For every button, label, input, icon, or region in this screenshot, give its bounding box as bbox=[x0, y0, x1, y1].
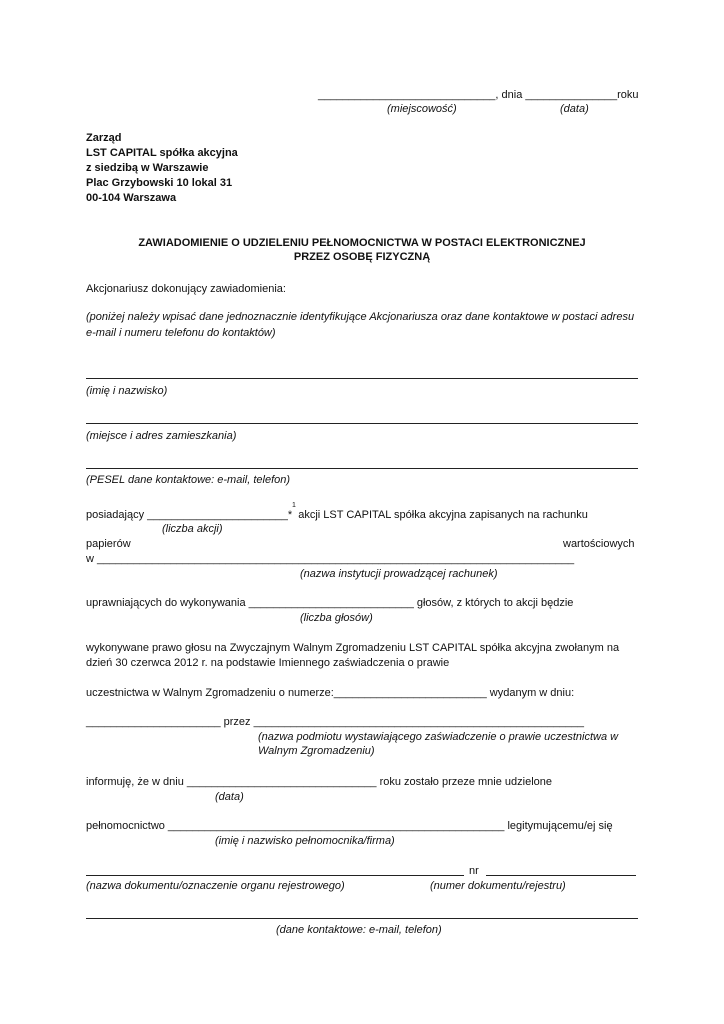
address-field[interactable] bbox=[86, 423, 638, 424]
paragraph-line2: dzień 30 czerwca 2012 r. na podstawie Imiennego zaświadczenia o prawie bbox=[86, 657, 450, 669]
paragraph-line1: wykonywane prawo głosu na Zwyczajnym Walnym Zgromadzeniu LST CAPITAL spółka akcyjna zwołanym na bbox=[86, 642, 620, 654]
addressee-line: Zarząd bbox=[86, 132, 122, 144]
inform-date-label: (data) bbox=[215, 791, 244, 803]
poa-label: (imię i nazwisko pełnomocnika/firma) bbox=[215, 835, 395, 847]
intro-text: Akcjonariusz dokonujący zawiadomienia: bbox=[86, 283, 286, 295]
addressee-line: z siedzibą w Warszawie bbox=[86, 162, 209, 174]
votes-label: (liczba głosów) bbox=[300, 612, 373, 624]
place-label: (miejscowość) bbox=[387, 103, 457, 115]
issuer-label-line1: (nazwa podmiotu wystawiającego zaświadczenie o prawie uczestnictwa w bbox=[258, 731, 619, 743]
issuer-label-line2: Walnym Zgromadzeniu) bbox=[258, 745, 375, 757]
date-label: (data) bbox=[560, 103, 589, 115]
shares-line[interactable]: posiadający _______________________* akcji LST CAPITAL spółka akcyjna zapisanych na rachunku bbox=[86, 509, 588, 521]
papierow-left: papierów bbox=[86, 538, 131, 550]
address-label: (miejsce i adres zamieszkania) bbox=[86, 430, 237, 442]
doc-name-label: (nazwa dokumentu/oznaczenie organu rejestrowego) bbox=[86, 880, 345, 892]
pesel-label: (PESEL dane kontaktowe: e-mail, telefon) bbox=[86, 474, 291, 486]
pesel-field[interactable] bbox=[86, 468, 638, 469]
contact-field[interactable] bbox=[86, 918, 638, 919]
doc-number-label: (numer dokumentu/rejestru) bbox=[430, 880, 566, 892]
inform-line[interactable]: informuję, że w dniu _______________________________ roku zostało przeze mnie udzielone bbox=[86, 776, 553, 788]
votes-line[interactable]: uprawniających do wykonywania ___________________________ głosów, z których to akcji będzie bbox=[86, 597, 574, 609]
institution-label: (nazwa instytucji prowadzącej rachunek) bbox=[300, 568, 498, 580]
footnote-mark: 1 bbox=[292, 502, 296, 509]
shares-count-label: (liczba akcji) bbox=[162, 523, 223, 535]
name-field[interactable] bbox=[86, 378, 638, 379]
document-title-line2: PRZEZ OSOBĘ FIZYCZNĄ bbox=[293, 251, 431, 263]
addressee-line: LST CAPITAL spółka akcyjna bbox=[86, 147, 238, 159]
addressee-line: Plac Grzybowski 10 lokal 31 bbox=[86, 177, 233, 189]
doc-nr-label: nr bbox=[469, 865, 479, 877]
document-title-line1: ZAWIADOMIENIE O UDZIELENIU PEŁNOMOCNICTWA W POSTACI ELEKTRONICZNEJ bbox=[138, 237, 586, 249]
certificate-line[interactable]: uczestnictwa w Walnym Zgromadzeniu o numerze:_________________________ wydanym w dniu: bbox=[86, 687, 575, 699]
addressee-line: 00-104 Warszawa bbox=[86, 192, 177, 204]
poa-line[interactable]: pełnomocnictwo _______________________________________________________ legitymującemu/ej się bbox=[86, 820, 613, 832]
document-number-field[interactable] bbox=[486, 875, 636, 876]
papierow-right: wartościowych bbox=[563, 538, 635, 550]
instruction-line2: e-mail i numeru telefonu do kontaktów) bbox=[86, 327, 276, 339]
instruction-line1: (poniżej należy wpisać dane jednoznacznie identyfikujące Akcjonariusza oraz dane kontaktowe w postaci adresu bbox=[86, 311, 635, 323]
issuer-line[interactable]: ______________________ przez ______________________________________________________ bbox=[86, 716, 584, 728]
name-label: (imię i nazwisko) bbox=[86, 385, 168, 397]
institution-line[interactable]: w ______________________________________________________________________________ bbox=[86, 553, 575, 565]
addressee-block bbox=[86, 131, 238, 206]
contact-label: (dane kontaktowe: e-mail, telefon) bbox=[276, 924, 442, 936]
place-date-line[interactable]: _____________________________, dnia _______________roku bbox=[318, 89, 639, 101]
document-name-field[interactable] bbox=[86, 875, 464, 876]
